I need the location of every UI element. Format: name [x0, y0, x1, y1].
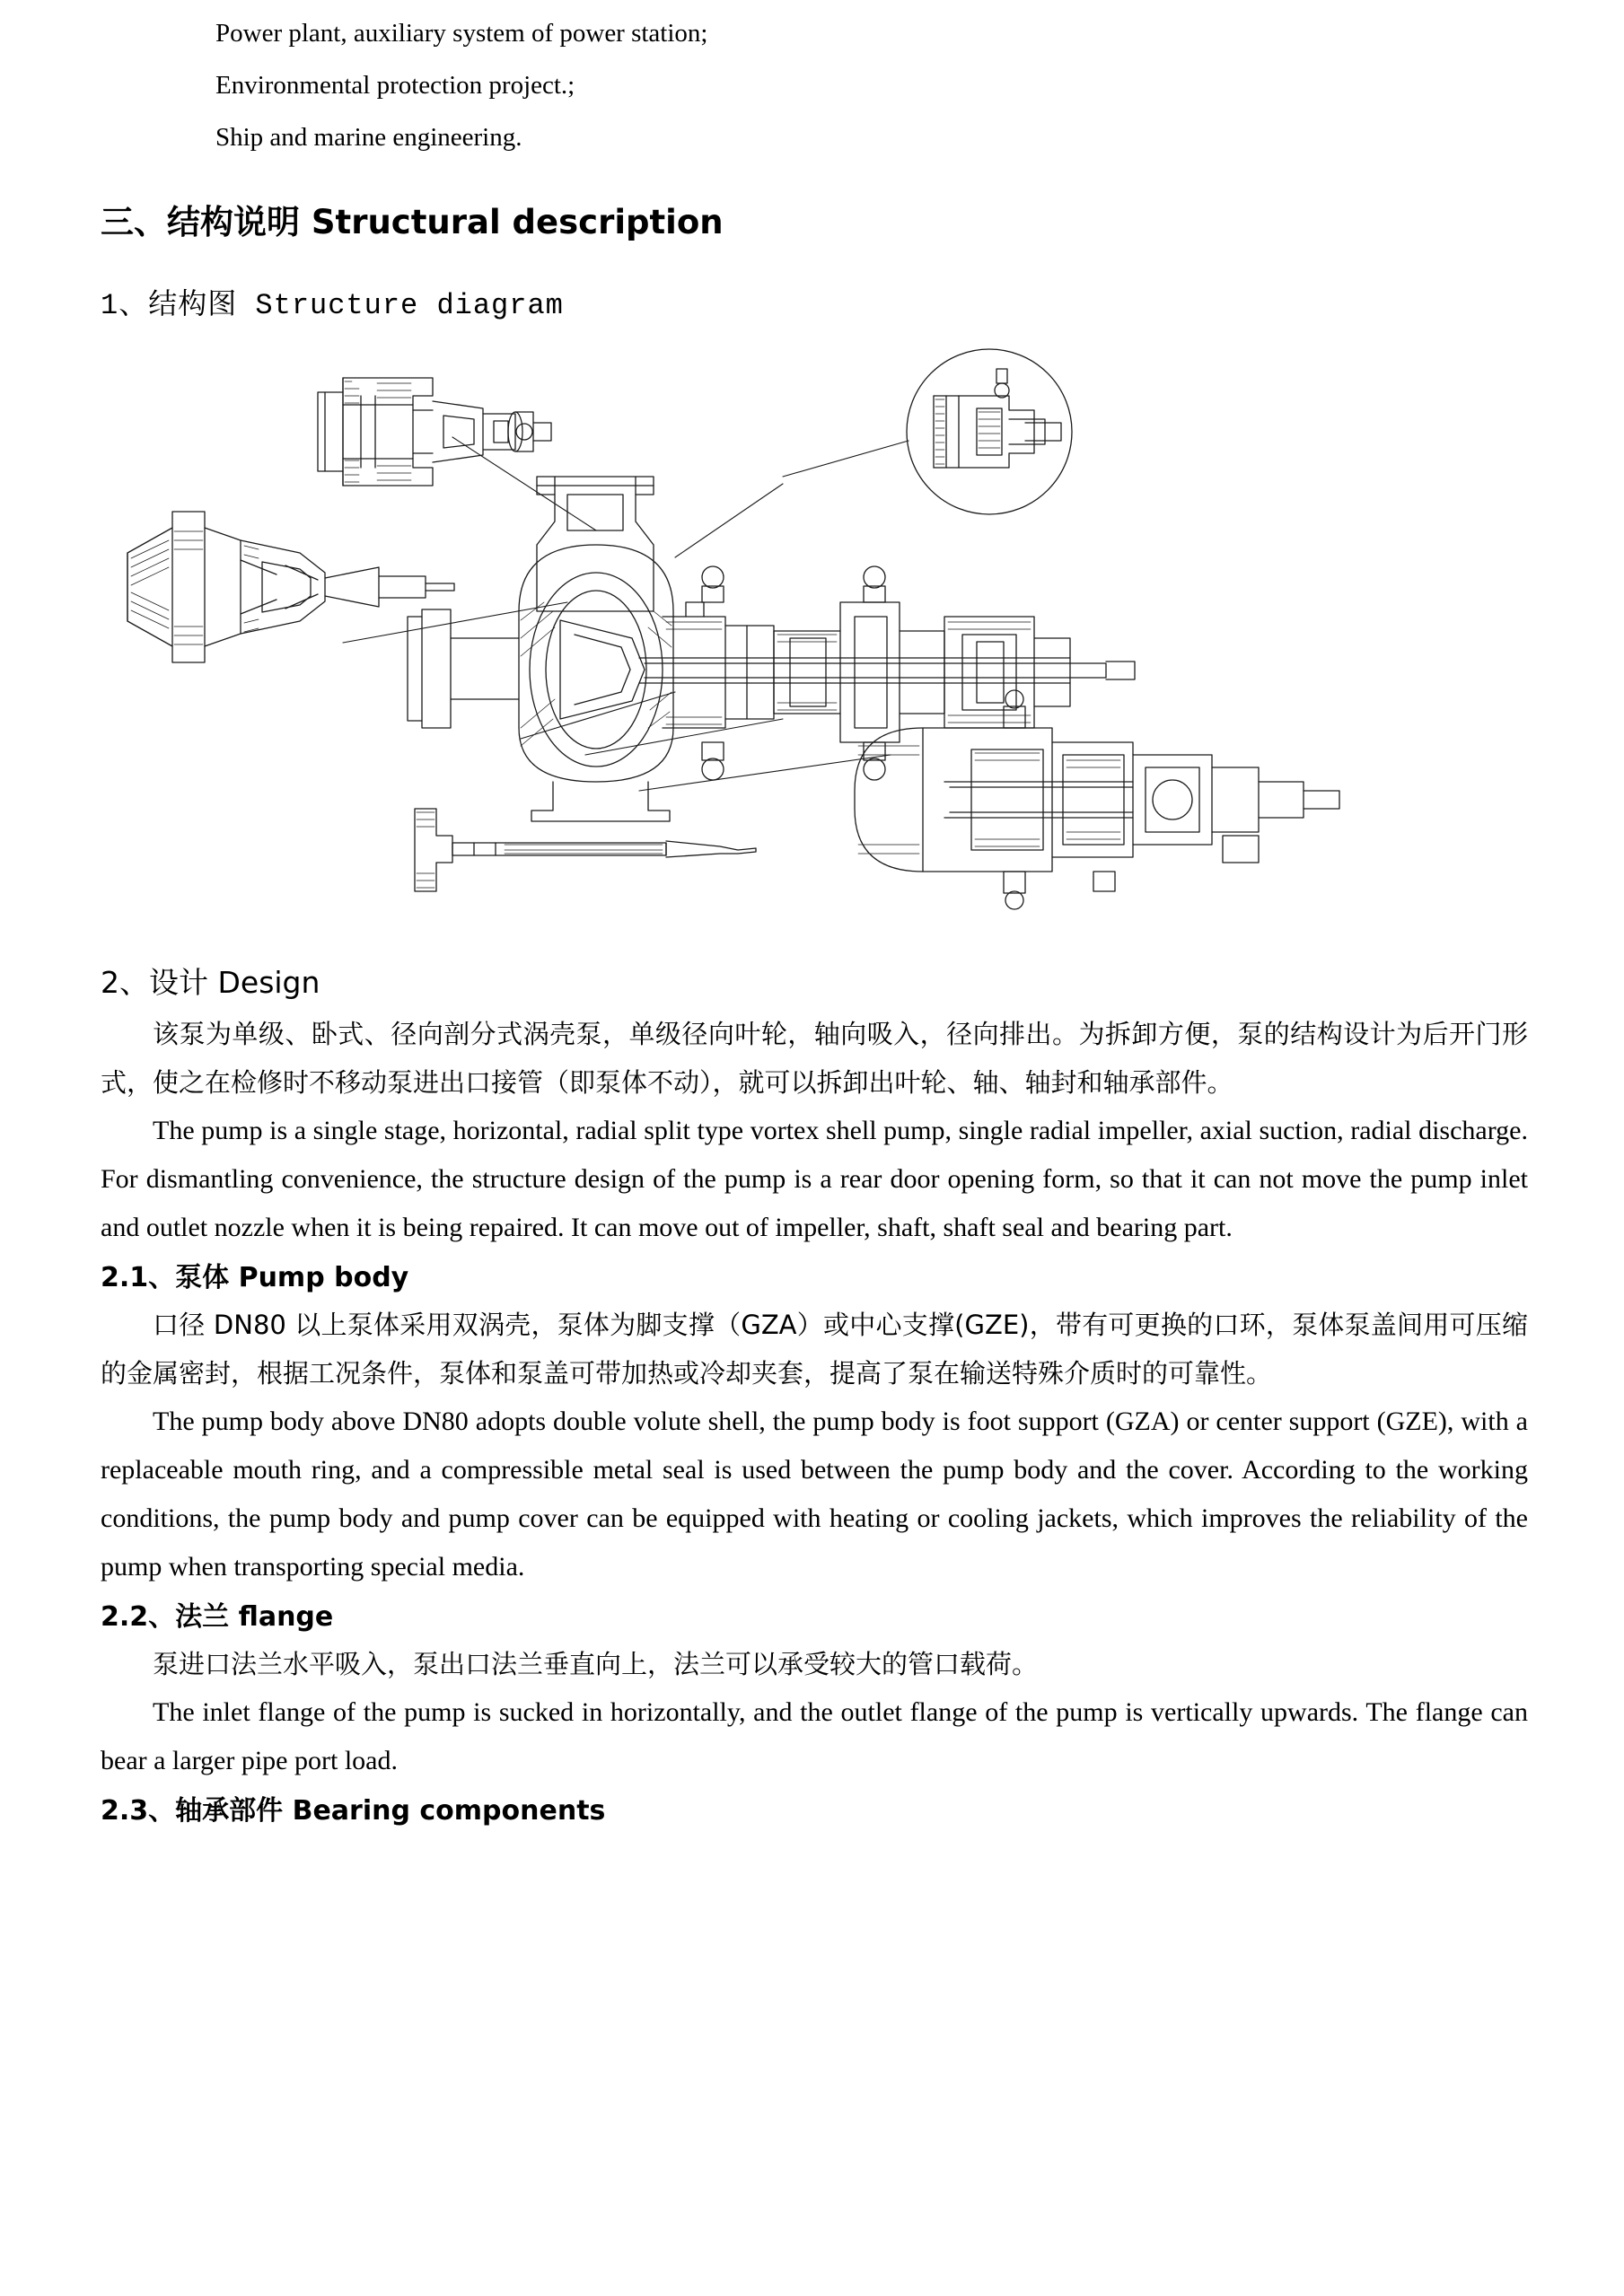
- heading-pump-body: 2.1、泵体 Pump body: [101, 1262, 409, 1293]
- page-content: [101, 0, 1528, 1834]
- subheading-structure-diagram: [101, 280, 1528, 329]
- intro-line-1: Power plant, auxiliary system of power station;: [215, 19, 708, 48]
- design-paragraph-cn: 该泵为单级、卧式、径向剖分式涡壳泵，单级径向叶轮，轴向吸入，径向排出。为拆卸方便，泵的结构设计为后开门形式，使之在检修时不移动泵进出口接管（即泵体不动），就可以拆卸出叶轮、轴、轴封和轴承部件。: [101, 1019, 1528, 1098]
- subheading-design-text: 2、设计 Design: [101, 965, 320, 1000]
- pump-structure-diagram: [101, 333, 1528, 943]
- section-heading-structural-description: 三、结构说明 Structural description: [101, 203, 724, 241]
- design-paragraph-en: The pump is a single stage, horizontal, radial split type vortex shell pump, single radial impeller, axial suction, radial discharge. For dismantling convenience, the structure design of the pump is a rear door opening form, so that it can not move the pump inlet and outlet nozzle when it is being repaired. It can move out of impeller, shaft, shaft seal and bearing part.: [101, 1116, 1528, 1242]
- flange-paragraph-en: The inlet flange of the pump is sucked in horizontally, and the outlet flange of the pump is vertically upwards. The flange can bear a larger pipe port load.: [101, 1697, 1528, 1775]
- subheading-structure-diagram-text: 1、结构图 Structure diagram: [101, 289, 564, 322]
- heading-flange: 2.2、法兰 flange: [101, 1601, 334, 1633]
- intro-line-2: Environmental protection project.;: [215, 71, 575, 100]
- subheading-design: [101, 960, 1528, 1006]
- pump-body-paragraph-en: The pump body above DN80 adopts double volute shell, the pump body is foot support (GZA) or center support (GZE), with a replaceable mouth ring, and a compressible metal seal is used between the pump body and the cover. According to the working conditions, the pump body and pump cover can be equipped with heating or cooling jackets, which improves the reliability of the pump when transporting special media.: [101, 1407, 1528, 1582]
- flange-paragraph-cn: 泵进口法兰水平吸入，泵出口法兰垂直向上，法兰可以承受较大的管口载荷。: [153, 1649, 1039, 1679]
- pump-body-paragraph-cn: 口径 DN80 以上泵体采用双涡壳，泵体为脚支撑（GZA）或中心支撑(GZE)，带有可更换的口环，泵体泵盖间用可压缩的金属密封，根据工况条件，泵体和泵盖可带加热或冷却夹套，提高了泵在输送特殊介质时的可靠性。: [101, 1310, 1528, 1389]
- heading-bearing-components: 2.3、轴承部件 Bearing components: [101, 1795, 606, 1827]
- intro-list: [101, 0, 1528, 163]
- intro-line-3: Ship and marine engineering.: [215, 123, 522, 152]
